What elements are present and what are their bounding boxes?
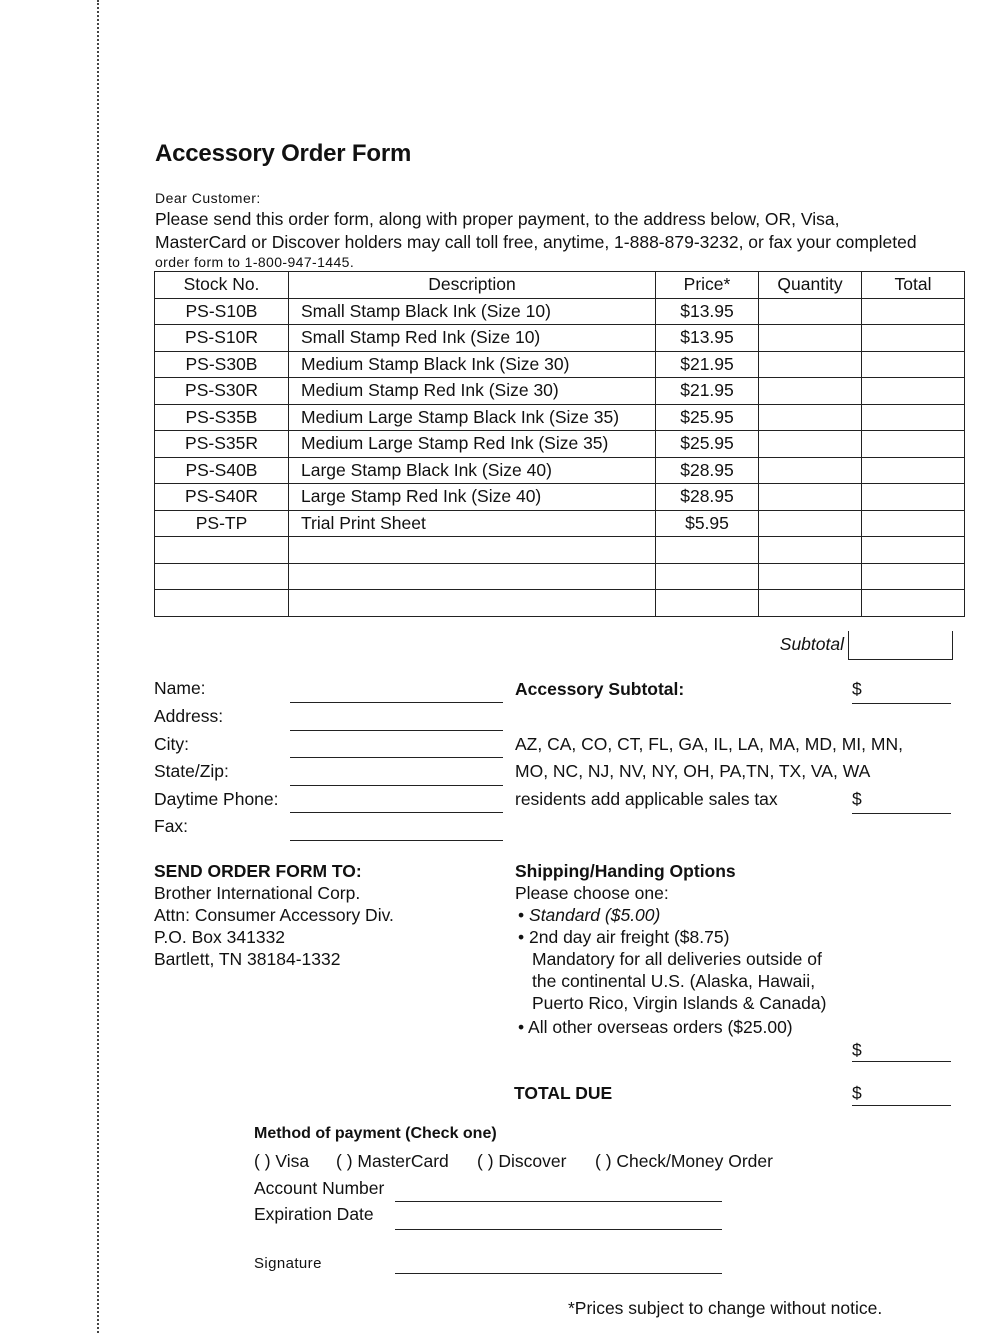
shipping-option-overseas-label: All other overseas orders ($25.00) [528, 1017, 793, 1037]
cell-description-input[interactable] [289, 590, 656, 617]
tax-states-line-2: MO, NC, NJ, NV, NY, OH, PA,TN, TX, VA, WA [515, 761, 871, 781]
table-row [155, 431, 965, 458]
intro-line-3: order form to 1-800-947-1445. [155, 254, 355, 270]
cell-description: Trial Print Sheet [289, 510, 656, 537]
city-label: City: [154, 734, 189, 754]
cell-stock: PS-S30R [155, 378, 289, 405]
cell-price: $25.95 [656, 404, 759, 431]
cell-description: Medium Large Stamp Black Ink (Size 35) [289, 404, 656, 431]
cell-stock: PS-S10R [155, 325, 289, 352]
greeting: Dear Customer: [155, 190, 261, 206]
cell-description: Medium Large Stamp Red Ink (Size 35) [289, 431, 656, 458]
cell-quantity-input[interactable] [759, 378, 862, 405]
bullet-icon: • [518, 927, 525, 947]
cell-quantity-input[interactable] [759, 404, 862, 431]
accessory-subtotal-label: Accessory Subtotal: [515, 679, 685, 699]
cell-description: Large Stamp Black Ink (Size 40) [289, 457, 656, 484]
cell-total-input[interactable] [862, 457, 965, 484]
signature-field[interactable] [395, 1273, 722, 1274]
cell-total-input[interactable] [862, 325, 965, 352]
cell-stock: PS-S40R [155, 484, 289, 511]
cell-price: $21.95 [656, 378, 759, 405]
daytime-phone-field[interactable] [290, 812, 503, 813]
accessory-subtotal-dollar: $ [852, 679, 862, 699]
table-row [155, 378, 965, 405]
table-row [155, 457, 965, 484]
cell-total-input[interactable] [862, 351, 965, 378]
table-row [155, 325, 965, 352]
table-header-row [155, 272, 965, 299]
sales-tax-field[interactable] [852, 813, 951, 814]
cell-quantity-input[interactable] [759, 457, 862, 484]
cell-total-input[interactable] [862, 537, 965, 564]
fax-field[interactable] [290, 840, 503, 841]
cell-stock: PS-S30B [155, 351, 289, 378]
cell-quantity-input[interactable] [759, 510, 862, 537]
cell-stock-input[interactable] [155, 563, 289, 590]
intro-line-2: MasterCard or Discover holders may call toll free, anytime, 1-888-879-3232, or fax your completed [155, 232, 917, 252]
cell-quantity-input[interactable] [759, 298, 862, 325]
table-row-blank [155, 537, 965, 564]
cell-quantity-input[interactable] [759, 484, 862, 511]
shipping-option-overseas[interactable] [518, 1017, 793, 1038]
header-stock-no: Stock No. [155, 272, 289, 299]
shipping-option-2nd-day[interactable] [518, 927, 729, 948]
shipping-dollar: $ [852, 1040, 862, 1060]
payment-option-mastercard[interactable]: ( ) MasterCard [336, 1151, 449, 1171]
table-row-blank [155, 590, 965, 617]
cell-description: Small Stamp Red Ink (Size 10) [289, 325, 656, 352]
cell-stock: PS-S10B [155, 298, 289, 325]
tax-states-line-3: residents add applicable sales tax [515, 789, 778, 809]
table-row [155, 351, 965, 378]
payment-heading: Method of payment (Check one) [254, 1125, 497, 1142]
intro-line-1: Please send this order form, along with proper payment, to the address below, OR, Visa, [155, 209, 840, 229]
account-number-label: Account Number [254, 1178, 385, 1198]
name-field[interactable] [290, 702, 503, 703]
cell-description: Large Stamp Red Ink (Size 40) [289, 484, 656, 511]
cell-total-input[interactable] [862, 378, 965, 405]
header-description: Description [289, 272, 656, 299]
sales-tax-dollar: $ [852, 789, 862, 809]
cell-quantity-input[interactable] [759, 325, 862, 352]
shipping-note-line-1: Mandatory for all deliveries outside of [532, 949, 822, 969]
shipping-option-2nd-day-label: 2nd day air freight ($8.75) [529, 927, 730, 947]
cell-total-input[interactable] [862, 590, 965, 617]
header-quantity: Quantity [759, 272, 862, 299]
address-field[interactable] [290, 730, 503, 731]
shipping-prompt: Please choose one: [515, 883, 669, 903]
table-row-blank [155, 563, 965, 590]
accessory-subtotal-field[interactable] [852, 703, 951, 704]
cell-description-input[interactable] [289, 537, 656, 564]
cell-price: $13.95 [656, 298, 759, 325]
daytime-phone-label: Daytime Phone: [154, 789, 279, 809]
table-row [155, 510, 965, 537]
cell-total-input[interactable] [862, 298, 965, 325]
perforation-edge [97, 0, 99, 1333]
shipping-option-standard[interactable] [518, 905, 660, 926]
cell-total-input[interactable] [862, 431, 965, 458]
cell-total-input[interactable] [862, 510, 965, 537]
send-to-line-1: Brother International Corp. [154, 883, 361, 903]
cell-description: Medium Stamp Black Ink (Size 30) [289, 351, 656, 378]
send-to-heading: SEND ORDER FORM TO: [154, 861, 362, 881]
header-total: Total [862, 272, 965, 299]
cell-price-input[interactable] [656, 590, 759, 617]
state-zip-label: State/Zip: [154, 761, 229, 781]
name-label: Name: [154, 678, 206, 698]
cell-total-input[interactable] [862, 484, 965, 511]
cell-quantity-input[interactable] [759, 537, 862, 564]
bullet-icon: • [518, 1017, 525, 1037]
send-to-line-3: P.O. Box 341332 [154, 927, 286, 947]
cell-quantity-input[interactable] [759, 431, 862, 458]
table-row [155, 298, 965, 325]
cell-price-input[interactable] [656, 537, 759, 564]
cell-total-input[interactable] [862, 563, 965, 590]
shipping-note-line-3: Puerto Rico, Virgin Islands & Canada) [532, 993, 827, 1013]
cell-description: Small Stamp Black Ink (Size 10) [289, 298, 656, 325]
shipping-note-line-2: the continental U.S. (Alaska, Hawaii, [532, 971, 816, 991]
total-due-field[interactable] [852, 1105, 951, 1106]
shipping-field[interactable] [852, 1061, 951, 1062]
expiration-date-label: Expiration Date [254, 1204, 374, 1224]
payment-option-discover[interactable]: ( ) Discover [477, 1151, 567, 1171]
cell-stock-input[interactable] [155, 590, 289, 617]
order-table [154, 271, 965, 617]
cell-description: Medium Stamp Red Ink (Size 30) [289, 378, 656, 405]
send-to-line-4: Bartlett, TN 38184-1332 [154, 949, 341, 969]
cell-price: $5.95 [656, 510, 759, 537]
account-number-field[interactable] [395, 1201, 722, 1202]
cell-price: $21.95 [656, 351, 759, 378]
payment-option-visa[interactable]: ( ) Visa [254, 1151, 310, 1171]
table-row [155, 404, 965, 431]
cell-stock: PS-S40B [155, 457, 289, 484]
cell-price: $28.95 [656, 457, 759, 484]
signature-label: Signature [254, 1255, 322, 1272]
bullet-icon: • [518, 905, 525, 925]
page-title: Accessory Order Form [155, 140, 412, 167]
table-row [155, 484, 965, 511]
expiration-date-field[interactable] [395, 1229, 722, 1230]
intro-text [155, 208, 955, 254]
state-zip-field[interactable] [290, 785, 503, 786]
cell-stock: PS-TP [155, 510, 289, 537]
total-due-dollar: $ [852, 1083, 862, 1103]
cell-stock: PS-S35R [155, 431, 289, 458]
cell-quantity-input[interactable] [759, 563, 862, 590]
cell-quantity-input[interactable] [759, 351, 862, 378]
cell-price: $25.95 [656, 431, 759, 458]
tax-states-line-1: AZ, CA, CO, CT, FL, GA, IL, LA, MA, MD, MI, MN, [515, 734, 903, 754]
address-label: Address: [154, 706, 224, 726]
payment-option-check[interactable]: ( ) Check/Money Order [595, 1151, 773, 1171]
shipping-heading: Shipping/Handing Options [515, 861, 736, 881]
total-due-label: TOTAL DUE [514, 1083, 613, 1103]
subtotal-label: Subtotal [779, 634, 844, 654]
fax-label: Fax: [154, 816, 189, 836]
header-price: Price* [656, 272, 759, 299]
send-to-line-2: Attn: Consumer Accessory Div. [154, 905, 394, 925]
cell-description-input[interactable] [289, 563, 656, 590]
price-footnote: *Prices subject to change without notice. [568, 1298, 883, 1318]
cell-quantity-input[interactable] [759, 590, 862, 617]
shipping-option-standard-label: Standard ($5.00) [529, 905, 661, 925]
cell-stock-input[interactable] [155, 537, 289, 564]
subtotal-field[interactable] [848, 631, 953, 660]
cell-price-input[interactable] [656, 563, 759, 590]
cell-stock: PS-S35B [155, 404, 289, 431]
cell-price: $28.95 [656, 484, 759, 511]
city-field[interactable] [290, 757, 503, 758]
cell-price: $13.95 [656, 325, 759, 352]
cell-total-input[interactable] [862, 404, 965, 431]
